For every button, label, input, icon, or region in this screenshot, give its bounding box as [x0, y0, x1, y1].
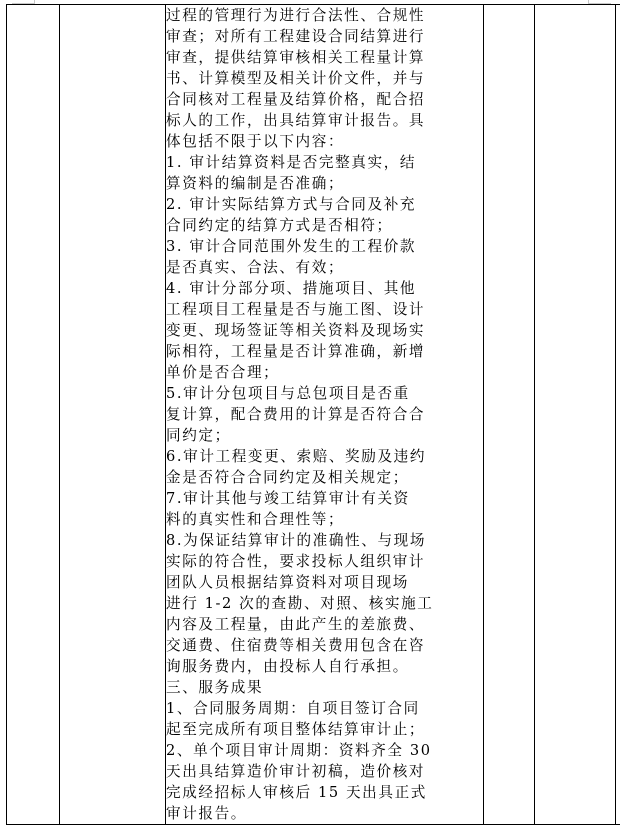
text-line: 单价是否合理；	[166, 362, 483, 383]
table-cell-col5	[535, 5, 616, 825]
table-cell-col4	[484, 5, 535, 825]
text-line: 实际的符合性，要求投标人组织审计	[166, 551, 483, 572]
text-line: 同约定；	[166, 425, 483, 446]
text-line: 4. 审计分部分项、措施项目、其他	[166, 278, 483, 299]
text-line: 工程项目工程量是否与施工图、设计	[166, 299, 483, 320]
table-cell-col2	[60, 5, 166, 825]
text-line: 复计算，配合费用的计算是否符合合	[166, 404, 483, 425]
content-text	[166, 5, 483, 824]
table-cell-col6	[616, 5, 620, 825]
text-line: 完成经招标人审核后 15 天出具正式	[166, 782, 483, 803]
text-line: 7.审计其他与竣工结算审计有关资	[166, 488, 483, 509]
text-line: 际相符，工程量是否计算准确，新增	[166, 341, 483, 362]
text-line: 过程的管理行为进行合法性、合规性	[166, 5, 483, 26]
text-line: 体包括不限于以下内容：	[166, 131, 483, 152]
text-line: 变更、现场签证等相关资料及现场实	[166, 320, 483, 341]
table-cell-col1	[7, 5, 60, 825]
text-line: 交通费、住宿费等相关费用包含在咨	[166, 635, 483, 656]
text-line: 3. 审计合同范围外发生的工程价款	[166, 236, 483, 257]
text-line: 5.审计分包项目与总包项目是否重	[166, 383, 483, 404]
text-line: 8.为保证结算审计的准确性、与现场	[166, 530, 483, 551]
text-line: 2. 审计实际结算方式与合同及补充	[166, 194, 483, 215]
text-line: 算资料的编制是否准确；	[166, 173, 483, 194]
text-line: 内容及工程量，由此产生的差旅费、	[166, 614, 483, 635]
text-line: 合同约定的结算方式是否相符；	[166, 215, 483, 236]
text-line: 1、合同服务周期：自项目签订合同	[166, 698, 483, 719]
text-line: 审查，提供结算审核相关工程量计算	[166, 47, 483, 68]
text-line: 询服务费内，由投标人自行承担。	[166, 656, 483, 677]
text-line: 审查；对所有工程建设合同结算进行	[166, 26, 483, 47]
text-line: 标人的工作，出具结算审计报告。具	[166, 110, 483, 131]
text-line: 三、服务成果	[166, 677, 483, 698]
table-row	[7, 5, 620, 825]
text-line: 书、计算模型及相关计价文件，并与	[166, 68, 483, 89]
text-line: 1. 审计结算资料是否完整真实，结	[166, 152, 483, 173]
text-line: 料的真实性和合理性等；	[166, 509, 483, 530]
document-table	[6, 4, 620, 825]
text-line: 是否真实、合法、有效；	[166, 257, 483, 278]
text-line: 6.审计工程变更、索赔、奖励及违约	[166, 446, 483, 467]
text-line: 团队人员根据结算资料对项目现场	[166, 572, 483, 593]
text-line: 天出具结算造价审计初稿，造价核对	[166, 761, 483, 782]
text-line: 2、单个项目审计周期：资料齐全 30	[166, 740, 483, 761]
table-cell-content	[166, 5, 484, 825]
text-line: 进行 1-2 次的查勘、对照、核实施工	[166, 593, 483, 614]
text-line: 起至完成所有项目整体结算审计止；	[166, 719, 483, 740]
text-line: 审计报告。	[166, 803, 483, 824]
text-line: 金是否符合合同约定及相关规定；	[166, 467, 483, 488]
text-line: 合同核对工程量及结算价格，配合招	[166, 89, 483, 110]
